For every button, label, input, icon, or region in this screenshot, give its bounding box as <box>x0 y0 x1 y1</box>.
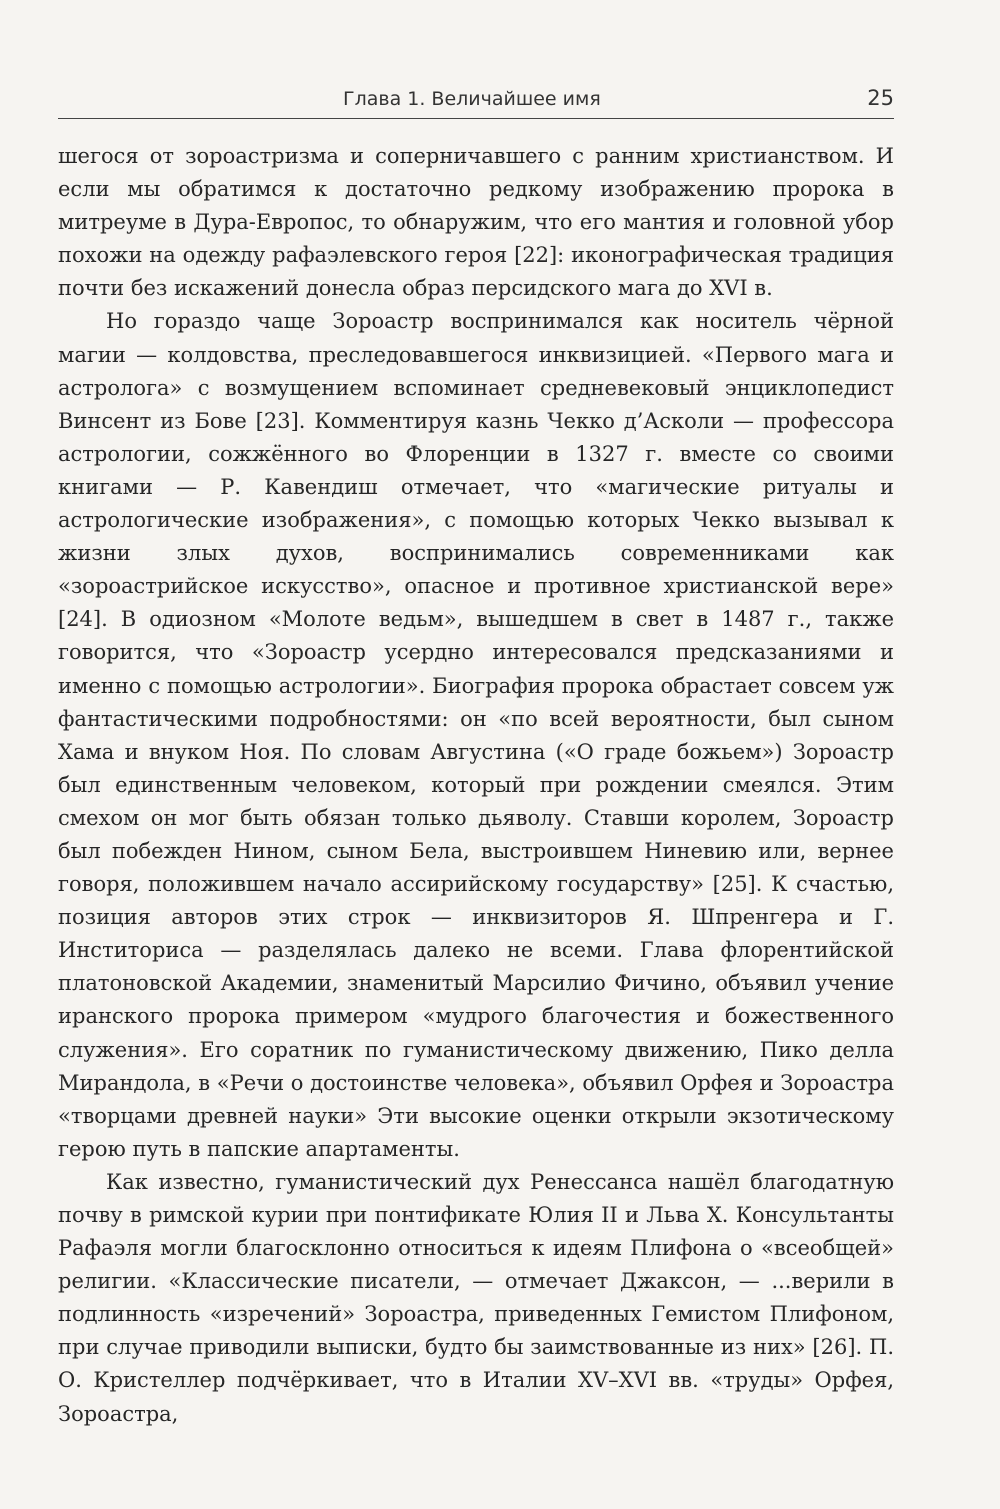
running-header <box>58 82 894 116</box>
book-page <box>58 0 894 1509</box>
header-rule <box>58 118 894 119</box>
paragraph: Но гораздо чаще Зороастр воспринимался как носитель чёрной магии — колдовства, преследовавшегося инквизицией. «Первого мага и астролога» с возмущением вспоминает средневековый энциклопедист Винсент из Бове [23]. Комментируя казнь Чекко д’Асколи — профессора астрологии, сожжённого во Флоренции в 1327 г. вместе со своими книгами — Р. Кавендиш отмечает, что «магические ритуалы и астрологические изображения», с помощью которых Чекко вызывал к жизни злых духов, воспринимались современниками как «зороастрийское искусство», опасное и противное христианской вере» [24]. В одиозном «Молоте ведьм», вышедшем в свет в 1487 г., также говорится, что «Зороастр усердно интересовался предсказаниями и именно с помощью астрологии». Биография пророка обрастает совсем уж фантастическими подробностями: он «по всей вероятности, был сыном Хама и внуком Ноя. По словам Августина («О граде божьем») Зороастр был единственным человеком, который при рождении смеялся. Этим смехом он мог быть обязан только дьяволу. Ставши королем, Зороастр был побежден Нином, сыном Бела, выстроившем Ниневию или, вернее говоря, положившем начало ассирийскому государству» [25]. К счастью, позиция авторов этих строк — инквизиторов Я. Шпренгера и Г. Инститориса — разделялась далеко не всеми. Глава флорентийской платоновской Академии, знаменитый Марсилио Фичино, объявил учение иранского пророка примером «мудрого благочестия и божественного служения». Его соратник по гуманистическому движению, Пико делла Мирандола, в «Речи о достоинстве человека», объявил Орфея и Зороастра «творцами древней науки» Эти высокие оценки открыли экзотическому герою путь в папские апартаменты. <box>58 309 894 1161</box>
paragraph: шегося от зороастризма и соперничавшего с ранним христианством. И если мы обратимся к достаточно редкому изображению пророка в митреуме в Дура-Европос, то обнаружим, что его мантия и головной убор похожи на одежду рафаэлевского героя [22]: иконографическая традиция почти без искажений донесла образ персидского мага до XVI в. <box>58 144 894 301</box>
paragraph: Как известно, гуманистический дух Ренессанса нашёл благодатную почву в римской курии при понтификате Юлия II и Льва X. Консультанты Рафаэля могли благосклонно относиться к идеям Плифона о «всеобщей» религии. «Классические писатели, — отмечает Джаксон, — ...верили в подлинность «изречений» Зороастра, приведенных Гемистом Плифоном, при случае приводили выписки, будто бы заимствованные из них» [26]. П. О. Кристеллер подчёркивает, что в Италии XV–XVI вв. «труды» Орфея, Зороастра, <box>58 1169 894 1426</box>
chapter-title: Глава 1. Величайшее имя <box>343 88 601 110</box>
body-text <box>58 140 894 1431</box>
page-number: 25 <box>867 86 894 110</box>
